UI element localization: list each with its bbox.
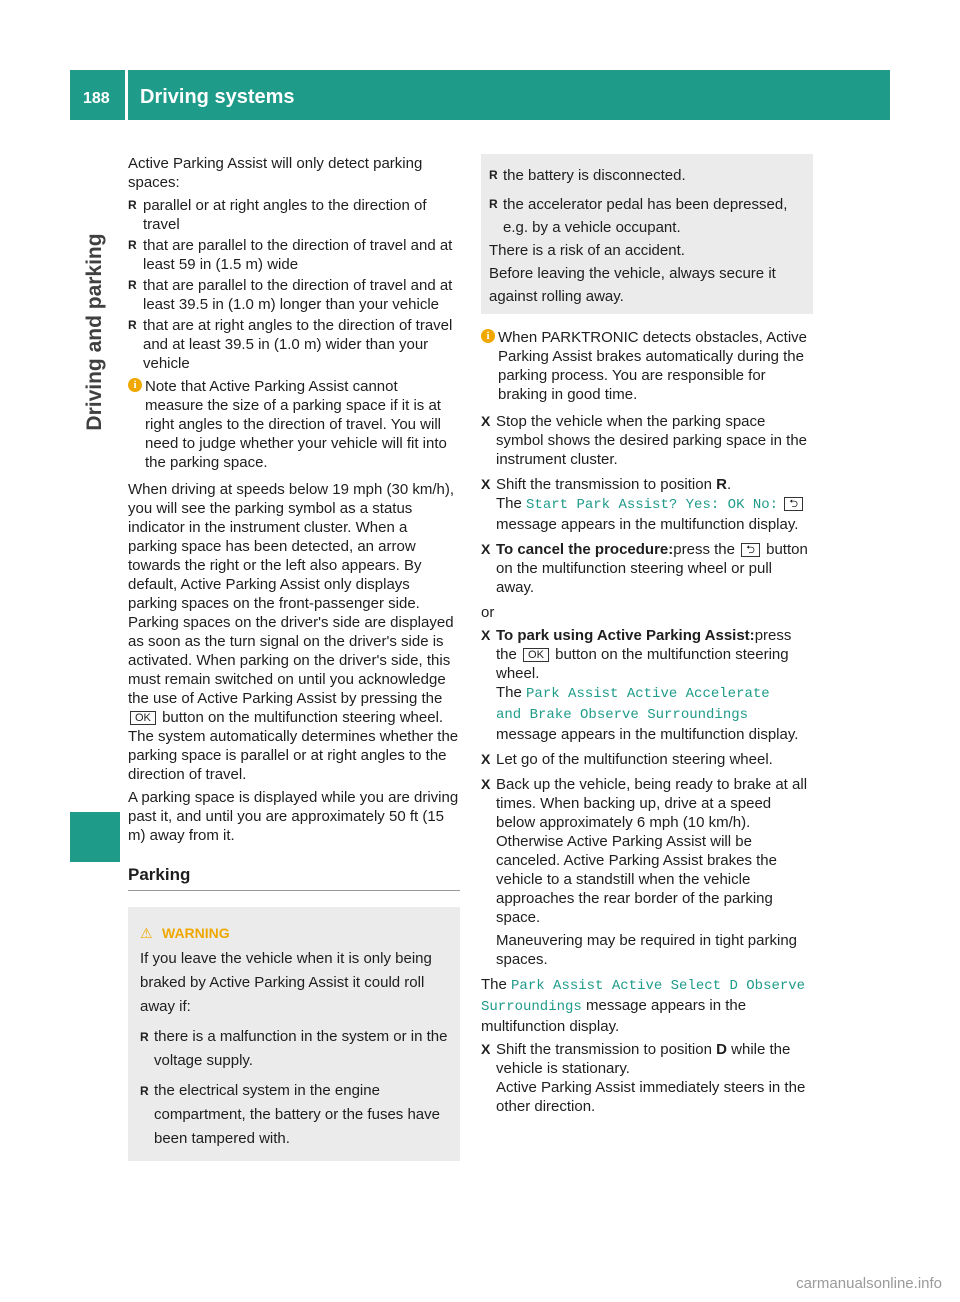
step-arrow-icon: X (481, 476, 491, 492)
step-text: Active Parking Assist immediately steers in the other direction. (496, 1079, 806, 1115)
step-text: Let go of the multifunction steering wheel. (496, 751, 773, 768)
step-item (481, 540, 813, 597)
paragraph-display-message (481, 975, 813, 1036)
or-text: or (481, 604, 495, 621)
back-key-icon: ⮌ (741, 543, 760, 557)
note-block (128, 377, 460, 472)
step-item: X Shift the transmission to position R. The Start Park Assist? Yes: OK No: ⮌ message appears in the multifunction display. (481, 475, 813, 534)
info-text: When PARKTRONIC detects obstacles, Active Parking Assist brakes automatically during the parking process. You are responsible for braking in good time. (498, 329, 808, 403)
step-text: button on the multifunction steering wheel or pull away. (496, 541, 808, 596)
warning-box-continued (481, 154, 813, 314)
paragraph-parking-symbol (128, 480, 460, 784)
gear-position: R (716, 476, 727, 493)
step-text: Back up the vehicle, being ready to brake at all times. When backing up, drive at a speed below approximately 6 mph (10 km/h). Otherwise Active Parking Assist will be canceled. Active Parking Assist brakes the vehicle to a standstill when the vehicle approaches the rear border of the parking space. (496, 776, 808, 926)
step-arrow-icon: X (481, 751, 491, 767)
step-text: button on the multifunction steering wheel. (496, 646, 789, 682)
section-title: Driving systems (140, 86, 295, 108)
header-divider (125, 70, 128, 120)
side-label-text: Driving and parking (83, 233, 106, 431)
step-item (481, 750, 813, 769)
side-tab (70, 812, 120, 862)
parking-heading: Parking (128, 865, 460, 891)
step-text: press the (496, 627, 792, 663)
side-label (70, 140, 120, 800)
display-message: Park Assist Active Select D Observe (511, 978, 806, 994)
warning-title (140, 921, 448, 945)
step-item (481, 412, 813, 469)
list-item: R the electrical system in the engine compartment, the battery or the fuses have been tampered with. (140, 1079, 448, 1151)
ok-key-icon: OK (523, 648, 549, 662)
step-text: Stop the vehicle when the parking space symbol shows the desired parking space in the instrument cluster. (496, 413, 808, 468)
step-item (481, 1040, 813, 1116)
step-arrow-icon: X (481, 1041, 491, 1057)
step-extra-text: Maneuvering may be required in tight parking spaces. (496, 932, 798, 968)
list-item: R parallel or at right angles to the direction of travel (128, 196, 460, 234)
step-arrow-icon: X (481, 541, 491, 557)
right-column (481, 154, 813, 1122)
step-text: Shift the transmission to position (496, 476, 712, 493)
display-message: Surroundings (481, 999, 582, 1015)
display-message: Start Park Assist? Yes: OK No: (526, 497, 779, 513)
intro-text: Active Parking Assist will only detect parking spaces: (128, 155, 423, 191)
info-icon: i (481, 329, 495, 343)
step-arrow-icon: X (481, 627, 491, 643)
paragraph-text: The (481, 976, 507, 993)
step-text: message appears in the multifunction display. (496, 726, 799, 743)
warning-box (128, 907, 460, 1161)
list-item: R that are parallel to the direction of travel and at least 59 in (1.5 m) wide (128, 236, 460, 274)
step-text: while the vehicle is stationary. (496, 1041, 791, 1077)
step-arrow-icon: X (481, 776, 491, 792)
ok-key-icon: OK (130, 711, 156, 725)
step-arrow-icon: X (481, 413, 491, 429)
step-heading: To cancel the procedure: (496, 541, 674, 558)
gear-position: D (716, 1041, 727, 1058)
list-item: R that are parallel to the direction of travel and at least 39.5 in (1.0 m) longer than your vehicle (128, 276, 460, 314)
warning-title-text: WARNING (162, 925, 230, 941)
step-heading: To park using Active Parking Assist: (496, 627, 755, 644)
list-item: R there is a malfunction in the system or in the voltage supply. (140, 1025, 448, 1073)
secure-text: Before leaving the vehicle, always secure it against rolling away. (489, 265, 776, 305)
step-text: Shift the transmission to position (496, 1041, 712, 1058)
step-text: The (496, 684, 522, 701)
risk-text: There is a risk of an accident. (489, 242, 685, 259)
step-text: message appears in the multifunction display. (496, 516, 799, 533)
step-item (481, 775, 813, 969)
back-key-icon: ⮌ (784, 497, 803, 511)
warning-triangle-icon: ⚠ (140, 925, 153, 941)
warning-text: If you leave the vehicle when it is only being braked by Active Parking Assist it could roll away if: (140, 950, 432, 1015)
display-message: Park Assist Active Accelerate (526, 686, 770, 702)
list-item: R the battery is disconnected. (489, 164, 805, 187)
paragraph-display-distance: A parking space is displayed while you are driving past it, and until you are approximately 50 ft (15 m) away from it. (128, 789, 459, 844)
watermark: carmanualsonline.info (796, 1275, 942, 1292)
display-message: and Brake Observe Surroundings (496, 707, 749, 723)
step-text: The (496, 495, 522, 512)
left-column (128, 154, 460, 1161)
paragraph-text: When driving at speeds below 19 mph (30 km/h), you will see the parking symbol as a status indicator in the instrument cluster. When a parking space has been detected, an arrow towards the right or the left also appears. By default, Active Parking Assist only displays parking spaces on the front-passenger side. Parking spaces on the driver's side are displayed as soon as the turn signal on the driver's side is activated. When parking on the driver's side, this must remain switched on until you acknowledge the use of Active Parking Assist by pressing the (128, 481, 454, 707)
step-item (481, 626, 813, 744)
list-item: R that are at right angles to the direction of travel and at least 39.5 in (1.0 m) wider than your vehicle (128, 316, 460, 373)
page-number: 188 (83, 90, 110, 107)
note-text: Note that Active Parking Assist cannot measure the size of a parking space if it is at right angles to the direction of travel. You will need to judge whether your vehicle will fit into the parking space. (145, 378, 447, 471)
list-item: R the accelerator pedal has been depressed, e.g. by a vehicle occupant. (489, 193, 805, 239)
step-text: press the (673, 541, 735, 558)
info-block (481, 328, 813, 404)
paragraph-text: message appears in the multifunction display. (481, 997, 747, 1035)
info-icon: i (128, 378, 142, 392)
paragraph-text: button on the multifunction steering wheel. The system automatically determines whether the parking space is parallel or at right angles to the direction of travel. (128, 709, 459, 783)
